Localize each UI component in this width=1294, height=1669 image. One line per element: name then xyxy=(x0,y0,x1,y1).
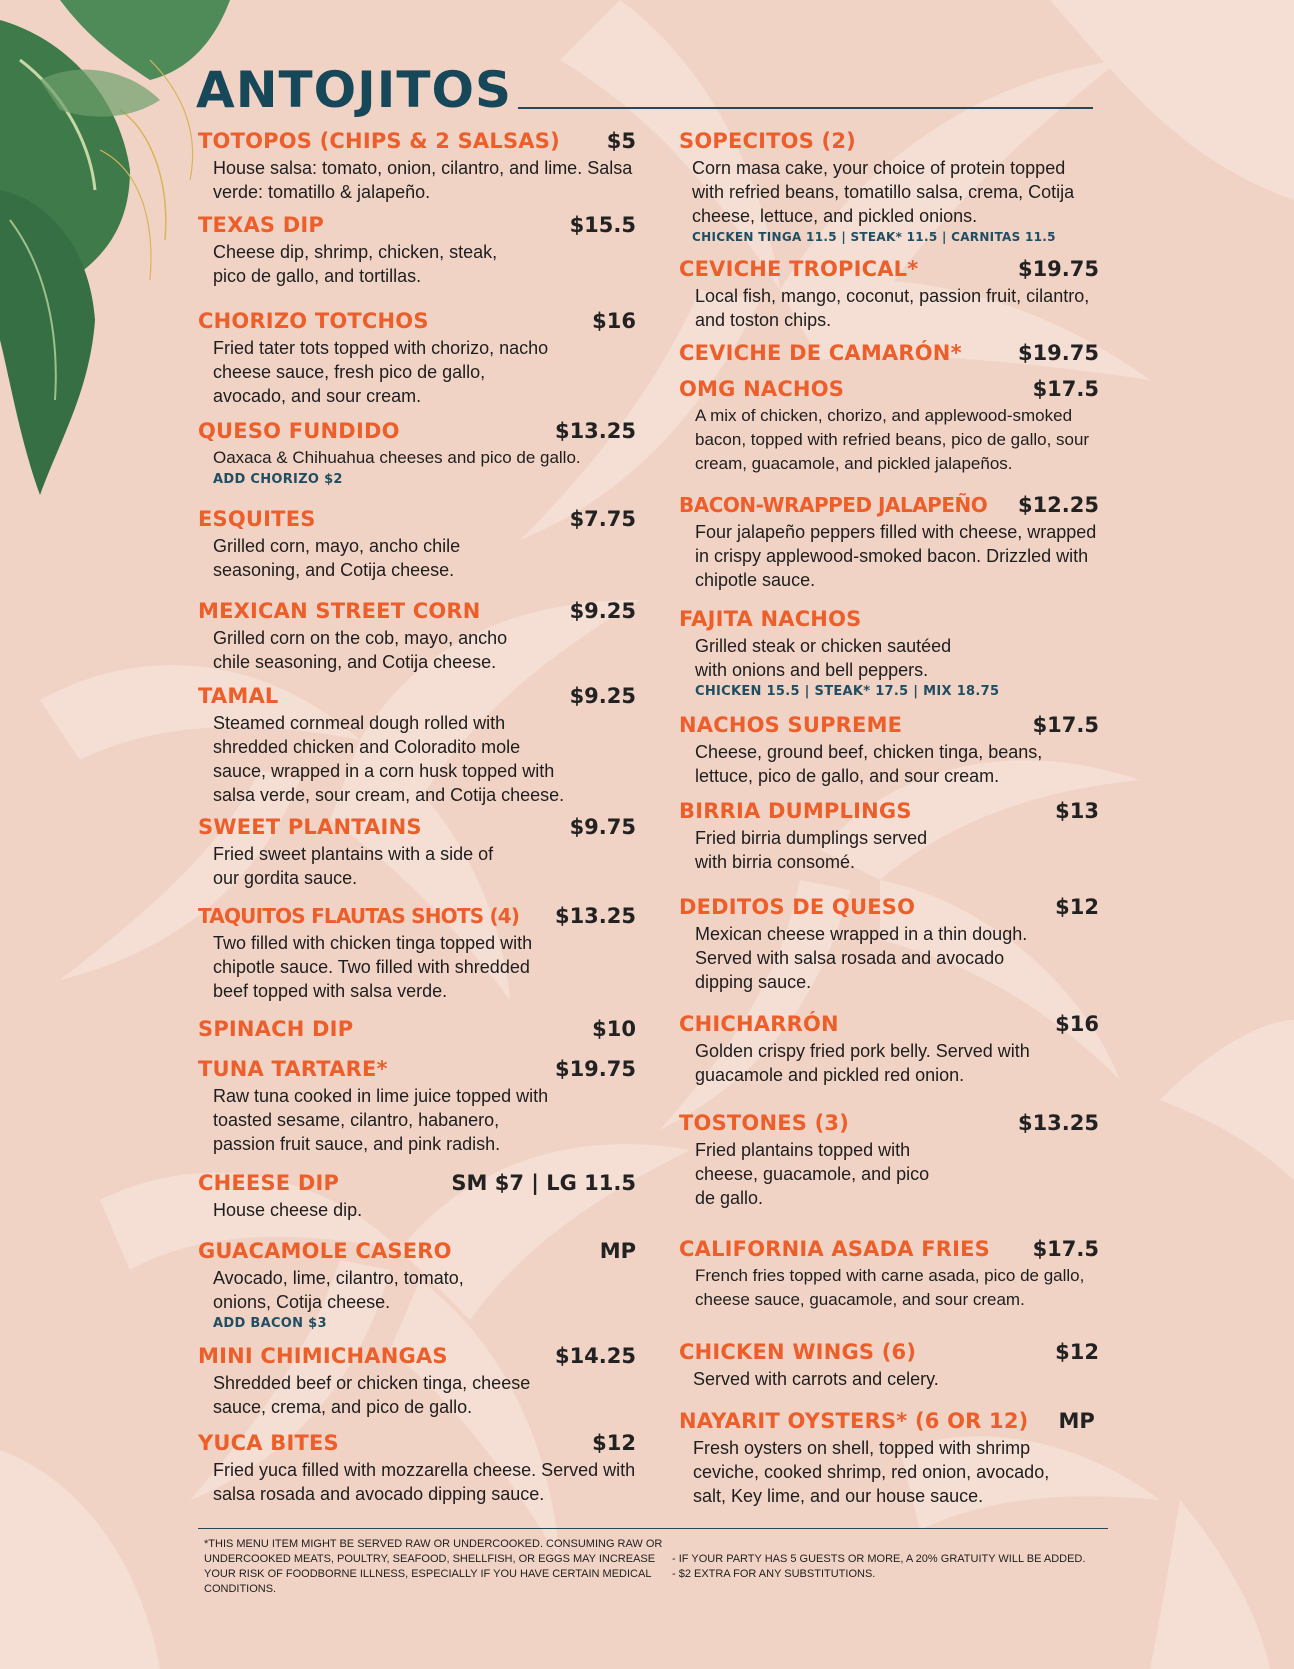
item-price: MP xyxy=(599,1239,636,1263)
item-description: Served with carrots and celery. xyxy=(693,1369,939,1389)
item-description: A mix of chicken, chorizo, and applewood-smoked bacon, topped with refried beans, pico de gallo, sour cream, guacamole, and pickled jalapeños. xyxy=(695,406,1090,473)
item-price: $16 xyxy=(592,309,636,333)
item-price: $15.5 xyxy=(569,213,636,237)
item-price: $12.25 xyxy=(1017,493,1099,517)
item-description: Local fish, mango, coconut, passion fruit, cilantro, and toston chips. xyxy=(695,286,1090,330)
item-name: CEVICHE DE CAMARÓN* xyxy=(679,341,962,365)
menu-item xyxy=(679,712,1099,788)
item-price: $19.75 xyxy=(1017,341,1099,365)
item-price: $5 xyxy=(606,129,636,153)
item-price: $17.5 xyxy=(1032,713,1099,737)
menu-item xyxy=(198,1238,636,1332)
item-name: CHICHARRÓN xyxy=(679,1012,839,1036)
item-description: Grilled corn, mayo, ancho chile seasoning, and Cotija cheese. xyxy=(213,536,461,580)
item-price: $17.5 xyxy=(1032,377,1099,401)
menu-item xyxy=(198,683,636,807)
menu-item xyxy=(679,492,1099,592)
item-price: $16 xyxy=(1055,1012,1099,1036)
menu-item xyxy=(198,128,636,204)
raw-food-disclaimer: *THIS MENU ITEM MIGHT BE SERVED RAW OR UNDERCOOKED. CONSUMING RAW OR UNDERCOOKED MEATS, POULTRY, SEAFOOD, SHELLFISH, OR EGGS MAY INCREASE YOUR RISK OF FOODBORNE ILLNESS, ESPECIALLY IF YOU HAVE CERTAIN MEDICAL CONDITIONS. xyxy=(204,1538,663,1595)
item-description: Steamed cornmeal dough rolled with shredded chicken and Coloradito mole sauce, wrapped in a corn husk topped with salsa verde, sour cream, and Cotija cheese. xyxy=(213,713,565,805)
menu-item xyxy=(679,894,1099,994)
menu-item xyxy=(679,798,1099,874)
item-price: $7.75 xyxy=(569,507,636,531)
item-note: ADD BACON $3 xyxy=(213,1316,327,1331)
item-description: Fried birria dumplings served with birria consomé. xyxy=(695,828,928,872)
menu-item xyxy=(679,1011,1099,1087)
policy-notes xyxy=(672,1552,1142,1582)
item-description: House cheese dip. xyxy=(213,1200,363,1220)
item-name: QUESO FUNDIDO xyxy=(198,419,400,443)
item-price: $9.25 xyxy=(569,684,636,708)
menu-item xyxy=(679,606,1099,700)
menu-item xyxy=(198,506,636,582)
item-description: Fried plantains topped with cheese, guacamole, and pico de gallo. xyxy=(695,1140,930,1208)
menu-item xyxy=(679,1236,1099,1312)
item-price: $9.75 xyxy=(569,815,636,839)
item-description: Fried yuca filled with mozzarella cheese. Served with salsa rosada and avocado dipping sauce. xyxy=(213,1460,636,1504)
item-description: Mexican cheese wrapped in a thin dough. Served with salsa rosada and avocado dipping sauce. xyxy=(695,924,1028,992)
item-description: Fried sweet plantains with a side of our gordita sauce. xyxy=(213,844,494,888)
item-name: SPINACH DIP xyxy=(198,1017,354,1041)
menu-item xyxy=(198,1170,636,1222)
item-description: Fried tater tots topped with chorizo, nacho cheese sauce, fresh pico de gallo, avocado, and sour cream. xyxy=(213,338,549,406)
item-description: Golden crispy fried pork belly. Served with guacamole and pickled red onion. xyxy=(695,1041,1030,1085)
item-name: TAQUITOS FLAUTAS SHOTS (4) xyxy=(198,904,520,928)
item-description: Fresh oysters on shell, topped with shrimp ceviche, cooked shrimp, red onion, avocado, salt, Key lime, and our house sauce. xyxy=(693,1438,1050,1506)
item-price: $17.5 xyxy=(1032,1237,1099,1261)
item-price: $13 xyxy=(1055,799,1099,823)
item-price: $19.75 xyxy=(1017,257,1099,281)
item-price: MP xyxy=(1058,1409,1095,1433)
item-price: $9.25 xyxy=(569,599,636,623)
menu-item xyxy=(679,1339,1099,1391)
menu-item xyxy=(679,1408,1139,1508)
item-description: Corn masa cake, your choice of protein topped with refried beans, tomatillo salsa, crema, Cotija cheese, lettuce, and pickled onions. xyxy=(692,158,1075,226)
item-price: $14.25 xyxy=(554,1344,636,1368)
menu-item xyxy=(198,308,636,408)
item-note: CHICKEN TINGA 11.5 | STEAK* 11.5 | CARNITAS 11.5 xyxy=(692,230,1056,244)
item-description: Avocado, lime, cilantro, tomato, onions, Cotija cheese. xyxy=(213,1268,464,1312)
item-description: Raw tuna cooked in lime juice topped with toasted sesame, cilantro, habanero, passion fruit sauce, and pink radish. xyxy=(213,1086,549,1154)
item-description: Grilled steak or chicken sautéed with onions and bell peppers. xyxy=(695,636,952,680)
item-name: ESQUITES xyxy=(198,507,316,531)
item-name: CALIFORNIA ASADA FRIES xyxy=(679,1237,991,1261)
item-name: NACHOS SUPREME xyxy=(679,713,903,737)
item-description: Two filled with chicken tinga topped with chipotle sauce. Two filled with shredded beef topped with salsa verde. xyxy=(213,933,533,1001)
item-description: French fries topped with carne asada, pico de gallo, cheese sauce, guacamole, and sour cream. xyxy=(695,1266,1085,1309)
item-price: $12 xyxy=(1055,1340,1099,1364)
gratuity-note: - IF YOUR PARTY HAS 5 GUESTS OR MORE, A 20% GRATUITY WILL BE ADDED. xyxy=(672,1553,1086,1565)
item-name: MINI CHIMICHANGAS xyxy=(198,1344,448,1368)
menu-item xyxy=(198,418,636,488)
menu-item xyxy=(679,340,1099,366)
menu-item xyxy=(198,1430,636,1506)
item-price: $13.25 xyxy=(554,419,636,443)
menu-item xyxy=(198,1016,636,1042)
menu-item xyxy=(198,598,636,674)
item-name: CEVICHE TROPICAL* xyxy=(679,257,919,281)
item-name: CHICKEN WINGS (6) xyxy=(679,1340,917,1364)
menu-item xyxy=(679,1110,1099,1210)
item-description: Grilled corn on the cob, mayo, ancho chile seasoning, and Cotija cheese. xyxy=(213,628,508,672)
menu-item xyxy=(198,1056,636,1156)
item-name: BIRRIA DUMPLINGS xyxy=(679,799,912,823)
substitution-note: - $2 EXTRA FOR ANY SUBSTITUTIONS. xyxy=(672,1568,876,1580)
item-name: CHORIZO TOTCHOS xyxy=(198,309,429,333)
item-name: BACON-WRAPPED JALAPEÑO xyxy=(679,493,988,517)
item-note: CHICKEN 15.5 | STEAK* 17.5 | MIX 18.75 xyxy=(695,684,1000,699)
item-price: $10 xyxy=(592,1017,636,1041)
page-title: ANTOJITOS xyxy=(196,61,512,119)
item-description: House salsa: tomato, onion, cilantro, and lime. Salsa verde: tomatillo & jalapeño. xyxy=(213,158,633,202)
item-description: Shredded beef or chicken tinga, cheese sauce, crema, and pico de gallo. xyxy=(213,1373,531,1417)
item-name: MEXICAN STREET CORN xyxy=(198,599,481,623)
menu-item xyxy=(679,256,1099,332)
item-description: Cheese, ground beef, chicken tinga, beans, lettuce, pico de gallo, and sour cream. xyxy=(695,742,1043,786)
item-name: GUACAMOLE CASERO xyxy=(198,1239,452,1263)
item-name: TUNA TARTARE* xyxy=(198,1057,388,1081)
footer-divider xyxy=(198,1528,1108,1529)
item-name: YUCA BITES xyxy=(198,1431,339,1455)
item-name: OMG NACHOS xyxy=(679,377,845,401)
item-note: ADD CHORIZO $2 xyxy=(213,472,343,487)
menu-item xyxy=(679,376,1099,476)
item-price: $13.25 xyxy=(1017,1111,1099,1135)
title-divider xyxy=(518,107,1093,109)
item-price: $19.75 xyxy=(554,1057,636,1081)
menu-item xyxy=(679,128,1099,246)
item-description: Four jalapeño peppers filled with cheese, wrapped in crispy applewood-smoked bacon. Drizzled with chipotle sauce. xyxy=(695,522,1097,590)
item-price: SM $7 | LG 11.5 xyxy=(451,1171,636,1195)
item-name: CHEESE DIP xyxy=(198,1171,340,1195)
item-name: TOSTONES (3) xyxy=(679,1111,850,1135)
item-price: $12 xyxy=(1055,895,1099,919)
item-name: DEDITOS DE QUESO xyxy=(679,895,916,919)
item-description: Oaxaca & Chihuahua cheeses and pico de gallo. xyxy=(213,448,581,467)
item-name: FAJITA NACHOS xyxy=(679,607,862,631)
menu-item xyxy=(198,814,636,890)
item-name: NAYARIT OYSTERS* (6 OR 12) xyxy=(679,1409,1029,1433)
menu-item xyxy=(198,903,636,1003)
menu-item xyxy=(198,212,636,288)
item-name: SOPECITOS (2) xyxy=(679,129,856,153)
item-price: $13.25 xyxy=(554,904,636,928)
item-name: TOTOPOS (CHIPS & 2 SALSAS) xyxy=(198,129,560,153)
item-description: Cheese dip, shrimp, chicken, steak, pico de gallo, and tortillas. xyxy=(213,242,498,286)
menu-item xyxy=(198,1343,636,1419)
item-price: $12 xyxy=(592,1431,636,1455)
item-name: TAMAL xyxy=(198,684,279,708)
item-name: TEXAS DIP xyxy=(198,213,324,237)
item-name: SWEET PLANTAINS xyxy=(198,815,422,839)
